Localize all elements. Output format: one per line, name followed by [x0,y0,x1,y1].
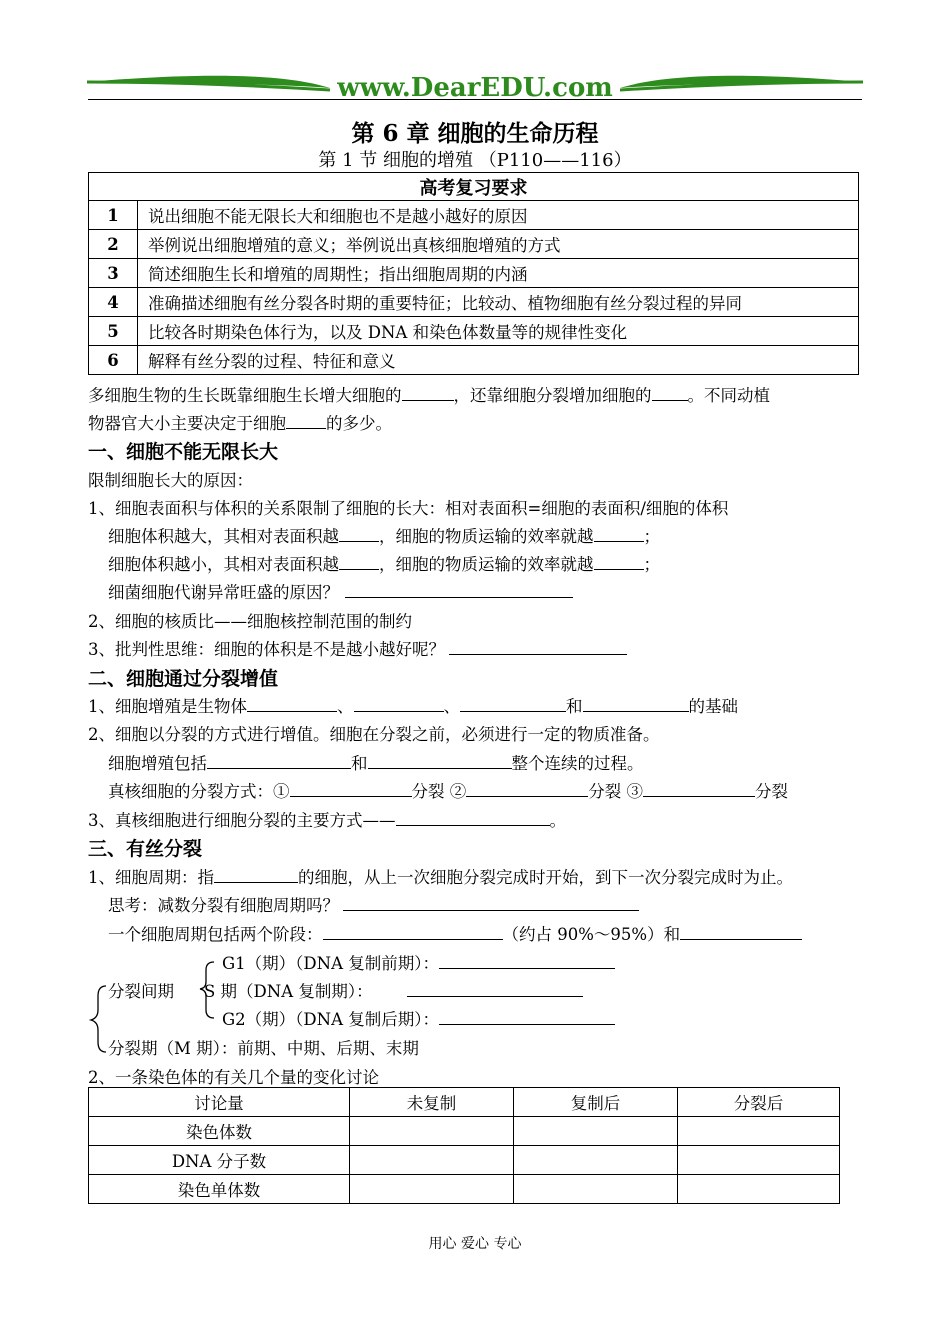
table-cell[interactable] [514,1175,678,1204]
requirements-heading: 高考复习要求 [89,173,859,201]
s3-text: （约占 90%～95%）和 [502,925,681,944]
s-phase-line [204,978,583,1002]
blank[interactable] [407,982,583,997]
column-header: 未复制 [350,1088,514,1117]
chromosome-table [88,1087,840,1204]
s2-line [88,693,738,717]
row-label: DNA 分子数 [89,1146,350,1175]
row-number: 5 [89,317,138,346]
brace-icon [88,958,218,1058]
s2-text: 分裂 ③ [588,782,643,801]
s2-line [88,807,566,831]
row-text: 解释有丝分裂的过程、特征和意义 [138,346,859,375]
blank[interactable] [652,386,688,401]
column-header: 讨论量 [89,1088,350,1117]
g1-label: G1（期）（DNA 复制前期）： [222,954,440,973]
blank[interactable] [402,386,454,401]
table-cell[interactable] [678,1117,840,1146]
intro-line-1 [88,382,770,406]
s1-text: 细胞体积越大，其相对表面积越 [108,527,339,546]
table-cell[interactable] [514,1117,678,1146]
s2-line [108,750,644,774]
s1-text: ，细胞的物质运输的效率就越 [379,527,594,546]
s3-text: 一个细胞周期包括两个阶段： [108,925,323,944]
blank[interactable] [594,527,644,542]
s2-text: 整个连续的过程。 [511,754,644,773]
row-number: 2 [89,230,138,259]
blank[interactable] [439,954,615,969]
intro-text: 的多少。 [326,414,392,433]
table-row [89,201,859,230]
row-label: 染色单体数 [89,1175,350,1204]
section-subtitle: 第 1 节 细胞的增殖 （P110——116） [318,150,632,171]
intro-text: 多细胞生物的生长既靠细胞生长增大细胞的 [88,386,402,405]
blank[interactable] [207,754,351,769]
g2-line [222,1006,615,1030]
table-cell[interactable] [350,1175,514,1204]
blank[interactable] [680,925,802,940]
blank[interactable] [583,697,689,712]
blank[interactable] [396,811,550,826]
m-phase-line: 分裂期（M 期）：前期、中期、后期、末期 [108,1039,419,1058]
table-row [89,230,859,259]
s1-text: 细胞体积越小，其相对表面积越 [108,555,339,574]
s3-text: 1、细胞周期：指 [88,868,214,887]
intro-text: ，还靠细胞分裂增加细胞的 [453,386,652,405]
s2-text: 1、细胞增殖是生物体 [88,697,247,716]
s1-line: 限制细胞长大的原因： [88,471,253,490]
blank[interactable] [439,1010,615,1025]
s1-line [88,636,627,660]
blank[interactable] [339,555,379,570]
row-text: 说出细胞不能无限长大和细胞也不是越小越好的原因 [138,201,859,230]
s2-text: 细胞增殖包括 [108,754,207,773]
s2-text: 分裂 ② [411,782,467,801]
s2-text: 分裂 [755,782,788,801]
row-number: 3 [89,259,138,288]
blank[interactable] [643,782,755,797]
s1-line [108,551,660,575]
blank[interactable] [286,414,326,429]
table-cell[interactable] [514,1146,678,1175]
requirements-table [88,172,859,375]
header-rule [88,99,862,100]
s1-line [108,579,573,603]
table-row [89,1175,840,1204]
g2-label: G2（期）（DNA 复制后期）： [222,1010,440,1029]
footer-text: 用心 爱心 专心 [428,1236,522,1252]
blank[interactable] [339,527,379,542]
row-text: 简述细胞生长和增殖的周期性；指出细胞周期的内涵 [138,259,859,288]
s3-text: 思考：减数分裂有细胞周期吗？ [108,896,339,915]
intro-text: 。不同动植 [687,386,770,405]
row-text: 准确描述细胞有丝分裂各时期的重要特征；比较动、植物细胞有丝分裂过程的异同 [138,288,859,317]
s2-text: 的基础 [688,697,738,716]
s-phase-label: S 期（DNA 复制期）： [204,982,373,1001]
column-header: 复制后 [514,1088,678,1117]
intro-text: 物器官大小主要决定于细胞 [88,414,286,433]
row-text: 比较各时期染色体行为，以及 DNA 和染色体数量等的规律性变化 [138,317,859,346]
s2-line [108,778,788,802]
blank[interactable] [354,697,444,712]
row-label: 染色体数 [89,1117,350,1146]
table-header-row [89,1088,840,1117]
table-row [89,1146,840,1175]
g1-line [222,950,615,974]
table-row [89,259,859,288]
blank[interactable] [594,555,644,570]
blank[interactable] [214,868,298,883]
blank[interactable] [368,754,512,769]
table-cell[interactable] [350,1146,514,1175]
s2-text: 。 [549,811,566,830]
table-cell[interactable] [350,1117,514,1146]
blank[interactable] [290,782,412,797]
s1-text: 3、批判性思维：细胞的体积是不是越小越好呢？ [88,640,445,659]
table-cell[interactable] [678,1175,840,1204]
intro-line-2 [88,410,392,434]
section-heading-3: 三、有丝分裂 [88,838,203,860]
blank[interactable] [323,925,503,940]
blank[interactable] [460,697,566,712]
row-number: 1 [89,201,138,230]
s1-text: ； [643,555,660,574]
s2-line: 2、细胞以分裂的方式进行增值。细胞在分裂之前，必须进行一定的物质准备。 [88,725,660,744]
section-heading-2: 二、细胞通过分裂增值 [88,668,279,690]
s3-line: 2、一条染色体的有关几个量的变化讨论 [88,1068,379,1087]
s2-text: 、 [443,697,460,716]
interphase-label: 分裂间期 [108,982,174,1001]
s2-text: 3、真核细胞进行细胞分裂的主要方式—— [88,811,396,830]
blank[interactable] [343,896,639,911]
table-row [89,346,859,375]
logo-text: www.DearEDU.com [337,73,613,102]
row-text: 举例说出细胞增殖的意义；举例说出真核细胞增殖的方式 [138,230,859,259]
row-number: 6 [89,346,138,375]
s3-text: 的细胞，从上一次细胞分裂完成时开始，到下一次分裂完成时为止。 [298,868,793,887]
s3-line [108,921,802,945]
table-row [89,317,859,346]
s2-text: 、 [337,697,354,716]
s3-line [88,864,793,888]
section-heading-1: 一、细胞不能无限长大 [88,441,279,463]
chapter-title: 第 6 章 细胞的生命历程 [351,120,599,147]
blank[interactable] [345,583,573,598]
blank[interactable] [449,640,627,655]
blank[interactable] [247,697,337,712]
s1-line [108,523,660,547]
s1-text: ； [643,527,660,546]
s1-text: 细菌细胞代谢异常旺盛的原因？ [108,583,339,602]
s1-line: 2、细胞的核质比——细胞核控制范围的制约 [88,612,412,631]
row-number: 4 [89,288,138,317]
table-row [89,288,859,317]
table-cell[interactable] [678,1146,840,1175]
s2-text: 和 [351,754,368,773]
blank[interactable] [466,782,588,797]
site-logo [85,68,865,102]
s3-line [108,892,639,916]
s2-text: 和 [566,697,583,716]
s1-text: ，细胞的物质运输的效率就越 [379,555,594,574]
table-row [89,1117,840,1146]
s2-text: 真核细胞的分裂方式：① [108,782,290,801]
column-header: 分裂后 [678,1088,840,1117]
s1-line: 1、细胞表面积与体积的关系限制了细胞的长大：相对表面积=细胞的表面积/细胞的体积 [88,499,729,518]
